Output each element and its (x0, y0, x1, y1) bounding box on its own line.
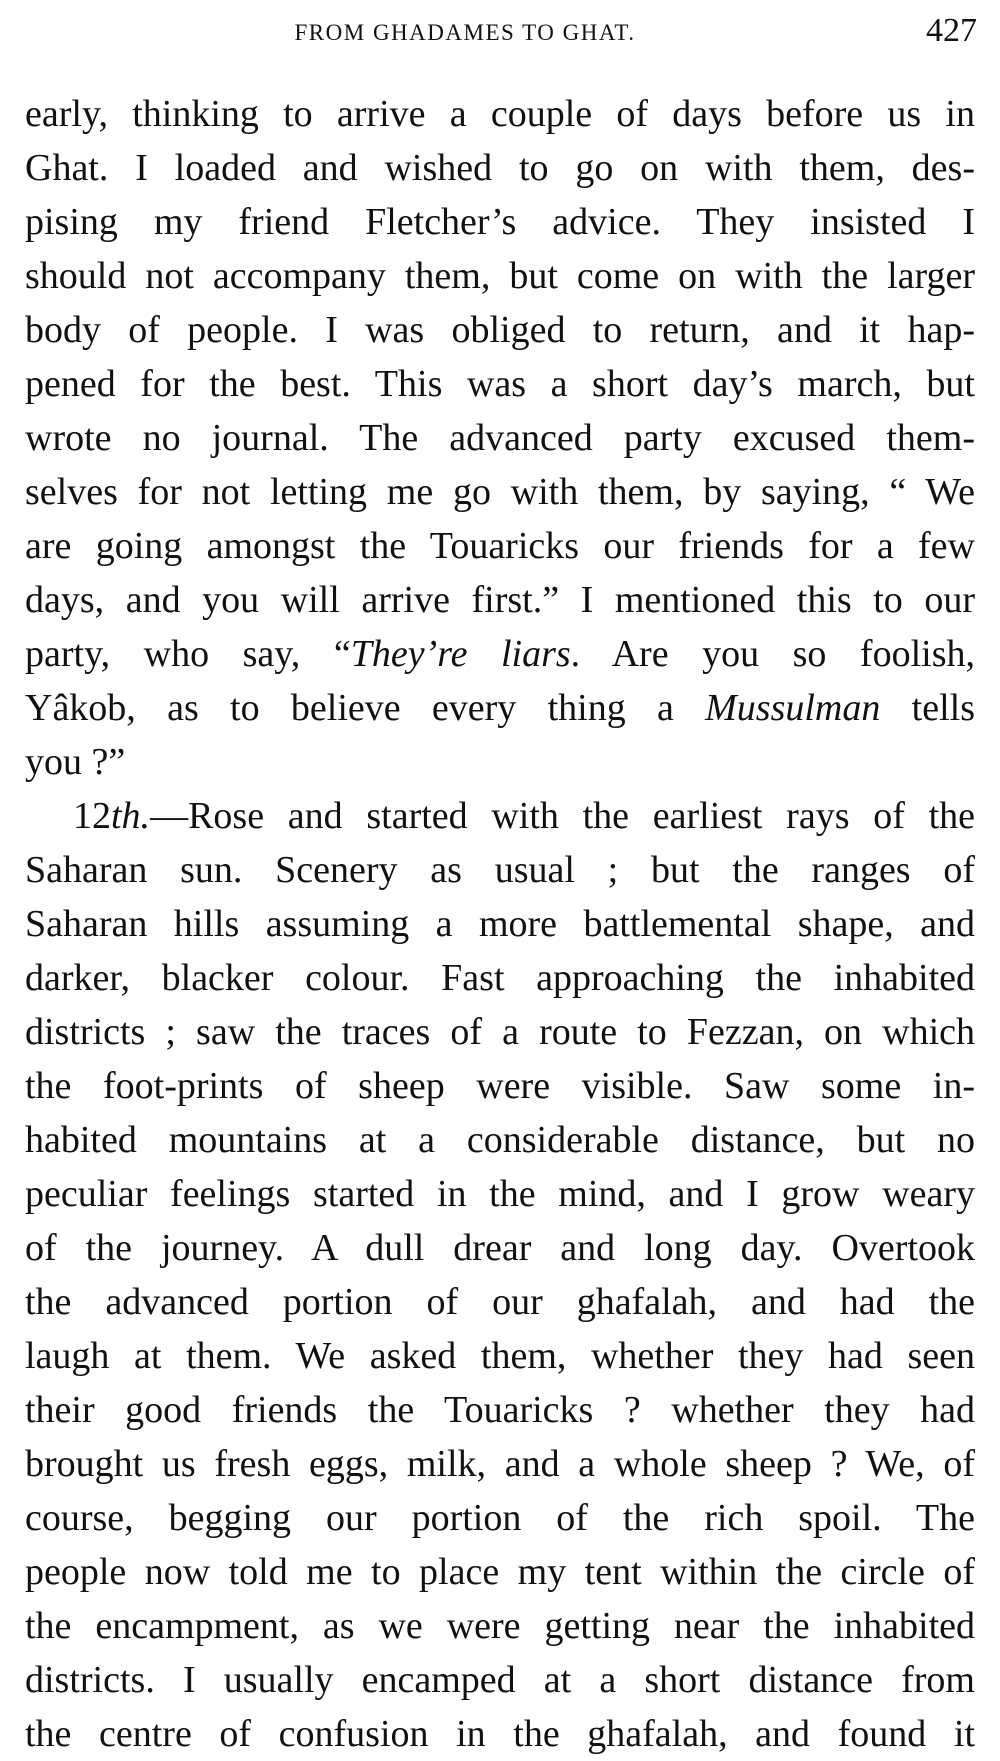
text-segment: —Rose and started with the earliest rays of the (150, 795, 975, 837)
body-text (25, 87, 975, 1761)
italic-text: th. (111, 795, 151, 837)
text-line (25, 519, 975, 573)
text-segment: party, who say, “ (25, 633, 351, 675)
text-segment: districts. I usually encamped at a short distance from (25, 1659, 975, 1701)
text-line (25, 573, 975, 627)
text-segment: brought us fresh eggs, milk, and a whole sheep ? We, of (25, 1443, 975, 1485)
text-line (25, 1437, 975, 1491)
text-line (25, 1653, 975, 1707)
text-line (25, 195, 975, 249)
text-line (25, 735, 975, 789)
text-segment: are going amongst the Touaricks our friends for a few (25, 525, 975, 567)
text-segment: habited mountains at a considerable distance, but no (25, 1119, 975, 1161)
text-line (25, 1167, 975, 1221)
text-segment: course, begging our portion of the rich spoil. The (25, 1497, 975, 1539)
text-line (25, 1329, 975, 1383)
text-line (25, 1599, 975, 1653)
text-segment: . Are you so foolish, (570, 633, 975, 675)
text-segment: body of people. I was obliged to return, and it hap- (25, 309, 975, 351)
text-segment: Yâkob, as to believe every thing a (25, 687, 706, 729)
text-segment: should not accompany them, but come on with the larger (25, 255, 975, 297)
text-line (25, 303, 975, 357)
text-line (25, 1707, 975, 1761)
text-segment: Saharan sun. Scenery as usual ; but the ranges of (25, 849, 975, 891)
text-segment: districts ; saw the traces of a route to Fezzan, on which (25, 1011, 975, 1053)
text-line (25, 357, 975, 411)
text-line (25, 897, 975, 951)
text-segment: their good friends the Touaricks ? whether they had (25, 1389, 975, 1431)
text-line (25, 465, 975, 519)
text-line (25, 1005, 975, 1059)
text-segment: the advanced portion of our ghafalah, and had the (25, 1281, 975, 1323)
text-line (25, 951, 975, 1005)
text-line (25, 627, 975, 681)
italic-text: Mussulman (705, 687, 881, 729)
text-line (25, 87, 975, 141)
text-line (25, 789, 975, 843)
italic-text: They’re liars (350, 633, 571, 675)
text-segment: laugh at them. We asked them, whether they had seen (25, 1335, 975, 1377)
page-number: 427 (926, 12, 977, 49)
text-segment: you ?” (25, 741, 126, 783)
text-line (25, 411, 975, 465)
text-segment: early, thinking to arrive a couple of days before us in (25, 93, 975, 135)
text-line (25, 681, 975, 735)
text-line (25, 1275, 975, 1329)
text-segment: selves for not letting me go with them, by saying, “ We (25, 471, 975, 513)
text-line (25, 1059, 975, 1113)
text-segment: tells (880, 687, 975, 729)
text-line (25, 843, 975, 897)
text-line (25, 1113, 975, 1167)
text-segment: wrote no journal. The advanced party excused them- (25, 417, 975, 459)
text-line (25, 249, 975, 303)
text-segment: Saharan hills assuming a more battlemental shape, and (25, 903, 975, 945)
text-line (25, 141, 975, 195)
text-line (25, 1545, 975, 1599)
text-segment: people now told me to place my tent within the circle of (25, 1551, 975, 1593)
text-segment: pising my friend Fletcher’s advice. They insisted I (25, 201, 975, 243)
text-segment: darker, blacker colour. Fast approaching the inhabited (25, 957, 975, 999)
text-segment: the foot-prints of sheep were visible. Saw some in- (25, 1065, 975, 1107)
text-segment: days, and you will arrive first.” I mentioned this to our (25, 579, 975, 621)
text-line (25, 1221, 975, 1275)
text-line (25, 1383, 975, 1437)
text-line (25, 1491, 975, 1545)
text-segment: peculiar feelings started in the mind, and I grow weary (25, 1173, 975, 1215)
text-segment: of the journey. A dull drear and long day. Overtook (25, 1227, 975, 1269)
text-segment: the centre of confusion in the ghafalah, and found it (25, 1713, 975, 1755)
text-segment: the encampment, as we were getting near the inhabited (25, 1605, 975, 1647)
running-title: FROM GHADAMES TO GHAT. (294, 20, 636, 45)
running-head (0, 12, 1000, 52)
text-segment: pened for the best. This was a short day’s march, but (25, 363, 975, 405)
text-segment: 12 (73, 795, 111, 837)
text-segment: Ghat. I loaded and wished to go on with them, des- (25, 147, 975, 189)
